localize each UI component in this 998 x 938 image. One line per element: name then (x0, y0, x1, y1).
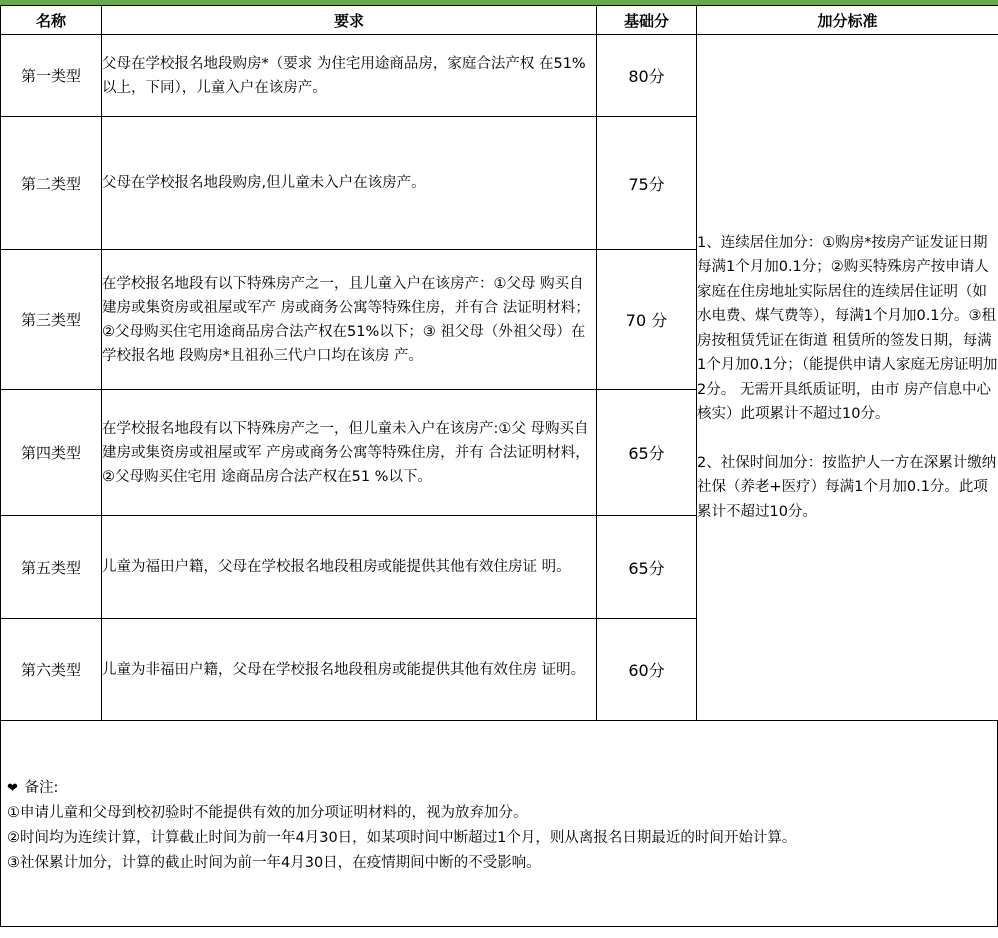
type-name: 第五类型 (1, 516, 102, 619)
base-score: 75分 (597, 117, 697, 250)
enrollment-score-table (0, 5, 998, 721)
base-score: 80分 (597, 35, 697, 117)
type-requirement: 父母在学校报名地段购房*（要求 为住宅用途商品房，家庭合法产权 在51%以上，下同），儿童入户在该房产。 (102, 35, 597, 117)
type-requirement: 父母在学校报名地段购房,但儿童未入户在该房产。 (102, 117, 597, 250)
header-name: 名称 (1, 6, 102, 35)
type-requirement: 儿童为非福田户籍，父母在学校报名地段租房或能提供其他有效住房 证明。 (102, 619, 597, 721)
heart-icon: ❤ (7, 781, 18, 796)
header-base-score: 基础分 (597, 6, 697, 35)
notes-title: 备注: (24, 780, 59, 796)
header-requirement: 要求 (102, 6, 597, 35)
header-bonus-criteria: 加分标准 (697, 6, 998, 35)
base-score: 60分 (597, 619, 697, 721)
type-requirement: 在学校报名地段有以下特殊房产之一，但儿童未入户在该房产:①父 母购买自建房或集资房或祖屋或军 产房或商务公寓等特殊住房，并有 合法证明材料，②父母购买住宅用 途商品房合法产权在51 %以下。 (102, 390, 597, 516)
base-score: 65分 (597, 516, 697, 619)
type-name: 第二类型 (1, 117, 102, 250)
type-name: 第四类型 (1, 390, 102, 516)
table-row (1, 35, 998, 117)
type-name: 第三类型 (1, 250, 102, 390)
bonus-residence-item: 1、连续居住加分：①购房*按房产证发证日期每满1个月加0.1分；②购买特殊房产按申请人家庭在住房地址实际居住的连续居住证明（如水电费、煤气费等），每满1个月加0.1分。③租房按租赁凭证在街道 租赁所的签发日期，每满1个月加0.1分；（能提供申请人家庭无房证明加2分。 无需开具纸质证明，由市 房产信息中心核实）此项累计不超过10分。 (697, 234, 998, 423)
notes-section (0, 721, 998, 927)
table-header-row (1, 6, 998, 35)
bonus-social-security-item: 2、社保时间加分：按监护人一方在深累计缴纳社保（养老+医疗）每满1个月加0.1分。此项累计不超过10分。 (697, 454, 997, 520)
base-score: 70 分 (597, 250, 697, 390)
type-requirement: 在学校报名地段有以下特殊房产之一，且儿童入户在该房产：①父母 购买自建房或集资房或祖屋或军产 房或商务公寓等特殊住房，并有合 法证明材料；②父母购买住宅用途商品房合法产权在51%以下；③ 祖父母（外祖父母）在学校报名地 段购房*且祖孙三代户口均在该房 产。 (102, 250, 597, 390)
type-name: 第一类型 (1, 35, 102, 117)
notes-title-line (7, 776, 796, 801)
type-name: 第六类型 (1, 619, 102, 721)
type-requirement: 儿童为福田户籍，父母在学校报名地段租房或能提供其他有效住房证 明。 (102, 516, 597, 619)
note-item: ①申请儿童和父母到校初验时不能提供有效的加分项证明材料的，视为放弃加分。 (7, 805, 528, 821)
bonus-criteria-cell (697, 35, 998, 721)
notes-content (7, 776, 796, 876)
note-item: ③社保累计加分，计算的截止时间为前一年4月30日，在疫情期间中断的不受影响。 (7, 855, 541, 871)
base-score: 65分 (597, 390, 697, 516)
note-item: ②时间均为连续计算，计算截止时间为前一年4月30日，如某项时间中断超过1个月，则从离报名日期最近的时间开始计算。 (7, 830, 797, 846)
